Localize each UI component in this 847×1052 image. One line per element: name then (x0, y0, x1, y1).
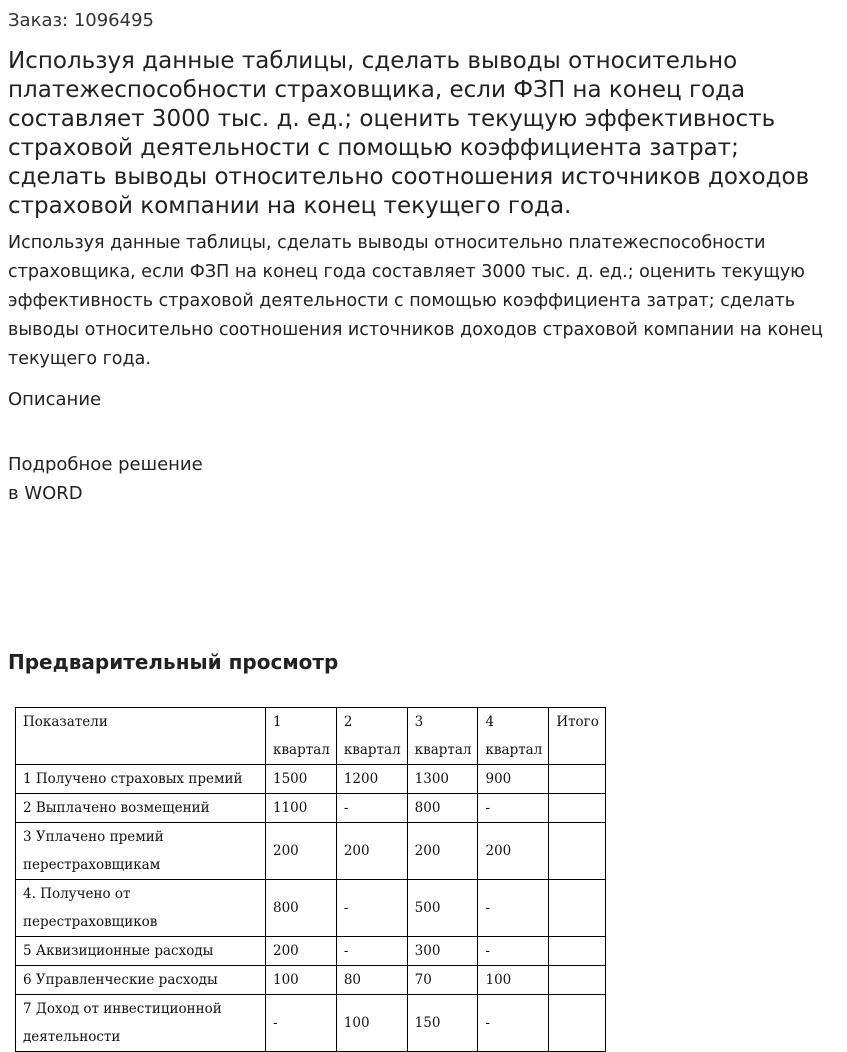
table-header-text: квартал (485, 742, 543, 758)
table-header-cell (16, 708, 266, 765)
table-cell: 200 (266, 937, 337, 966)
table-cell: 1200 (336, 765, 407, 794)
table-row (16, 880, 606, 937)
table-cell: - (478, 937, 549, 966)
table-row-label: 4. Получено от перестраховщиков (16, 880, 266, 937)
table-header-text: 1 (273, 714, 282, 730)
task-title: Используя данные таблицы, сделать выводы относительно платежеспособности страховщика, если ФЗП на конец года составляет 3000 тыс. д. ед.; оценить текущую эффективность страховой деятельности с помощью коэффициента затрат; сделать выводы относительно соотношения источников доходов страховой компании на конец текущего года. (8, 48, 810, 219)
table-cell (549, 794, 606, 823)
table-cell: - (336, 880, 407, 937)
table-row-label: 6 Управленческие расходы (16, 966, 266, 995)
table-cell: 200 (266, 823, 337, 880)
table-header-text: квартал (273, 742, 330, 758)
table-cell (549, 880, 606, 937)
table-row-label: 2 Выплачено возмещений (16, 794, 266, 823)
table-row-label: 3 Уплачено премий перестраховщикам (16, 823, 266, 880)
solution-details-line-1: Подробное решение (8, 454, 203, 475)
table-header-text: квартал (343, 742, 401, 758)
table-cell: - (336, 937, 407, 966)
table-header-cell (549, 708, 606, 765)
table-header-cell (266, 708, 337, 765)
table-header-text: Показатели (23, 714, 108, 730)
table-header-text: квартал (414, 742, 472, 758)
table-cell: 150 (407, 995, 478, 1052)
table-header-cell (407, 708, 478, 765)
table-cell: 100 (266, 966, 337, 995)
table-cell: 70 (407, 966, 478, 995)
table-row (16, 966, 606, 995)
table-cell: 1300 (407, 765, 478, 794)
table-row (16, 794, 606, 823)
table-cell: - (478, 880, 549, 937)
table-cell: 80 (336, 966, 407, 995)
solution-details-line-2: в WORD (8, 483, 83, 504)
table-row-label: 1 Получено страховых премий (16, 765, 266, 794)
solution-details (8, 450, 203, 508)
preview-title: Предварительный просмотр (8, 650, 339, 674)
order-number: Заказ: 1096495 (8, 10, 154, 31)
table-cell: 200 (478, 823, 549, 880)
table-cell: 800 (407, 794, 478, 823)
table-cell: - (336, 794, 407, 823)
table-row (16, 995, 606, 1052)
table-cell: 200 (336, 823, 407, 880)
table-header-cell (336, 708, 407, 765)
table-cell: 1500 (266, 765, 337, 794)
table-header-text: Итого (556, 714, 599, 730)
table-row (16, 937, 606, 966)
table-row-label: 5 Аквизиционные расходы (16, 937, 266, 966)
table-cell: - (478, 995, 549, 1052)
table-header-row (16, 708, 606, 765)
data-table (15, 707, 606, 1052)
description-label: Описание (8, 389, 102, 410)
table-cell: 900 (478, 765, 549, 794)
table-cell (549, 966, 606, 995)
table-cell (549, 995, 606, 1052)
table-header-cell (478, 708, 549, 765)
table-cell: - (266, 995, 337, 1052)
table-row (16, 765, 606, 794)
table-header-text: 2 (343, 714, 353, 730)
table-cell: 200 (407, 823, 478, 880)
task-description: Используя данные таблицы, сделать выводы относительно платежеспособности страховщика, если ФЗП на конец года составляет 3000 тыс. д. ед.; оценить текущую эффективность страховой деятельности с помощью коэффициента затрат; сделать выводы относительно соотношения источников доходов страховой компании на конец текущего года. (8, 233, 823, 369)
table-cell: 1100 (266, 794, 337, 823)
table-header-text: 3 (414, 714, 424, 730)
table-header-text: 4 (485, 714, 495, 730)
table-cell: 500 (407, 880, 478, 937)
table-row (16, 823, 606, 880)
table-cell: 100 (336, 995, 407, 1052)
table-cell (549, 823, 606, 880)
table-cell: 100 (478, 966, 549, 995)
table-cell: - (478, 794, 549, 823)
table-cell (549, 937, 606, 966)
table-cell (549, 765, 606, 794)
table-cell: 300 (407, 937, 478, 966)
table-cell: 800 (266, 880, 337, 937)
table-row-label: 7 Доход от инвестиционной деятельности (16, 995, 266, 1052)
